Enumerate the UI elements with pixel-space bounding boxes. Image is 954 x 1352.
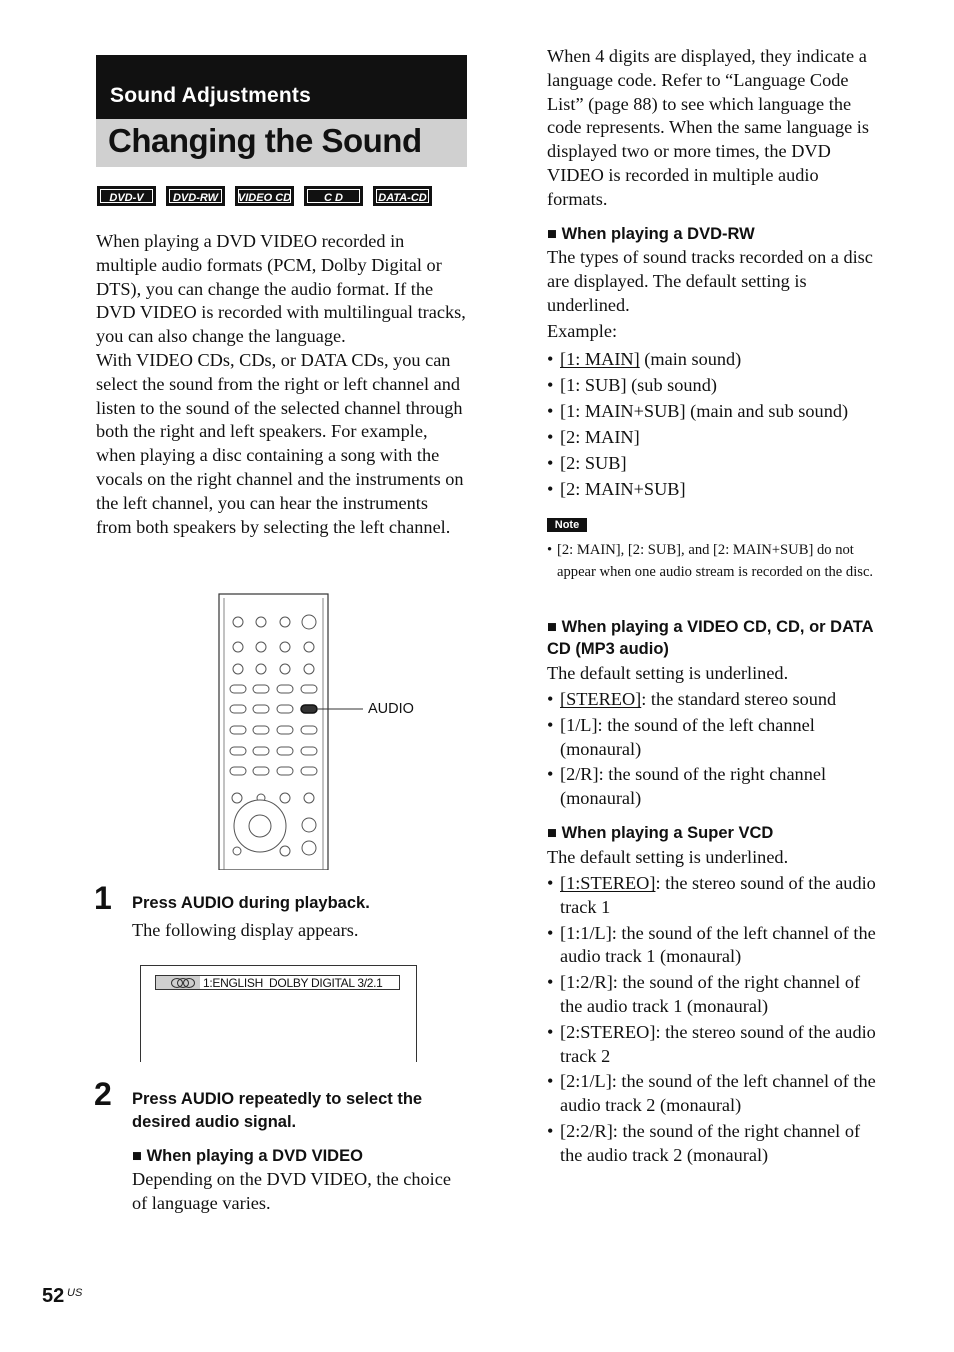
list-item: • [1: MAIN] (main sound) xyxy=(547,346,882,372)
step-1-subtext: The following display appears. xyxy=(132,920,359,940)
note-list xyxy=(547,540,882,583)
list-item: • [1:2/R]: the sound of the right channel of the audio track 1 (monaural) xyxy=(547,971,882,1019)
step-2-text: Press AUDIO repeatedly to select the desired audio signal. xyxy=(132,1090,423,1131)
intro-paragraph-2: With VIDEO CDs, CDs, or DATA CDs, you can select the sound from the right or left channel and listen to the sound of the selected channel through both the right and left speakers. For example, when playing a disc containing a song with the vocals on the right channel and the instruments on the left channel, you can hear the instruments from both speakers by selecting the left channel. xyxy=(96,350,464,537)
list-item: • [1:1/L]: the sound of the left channel of the audio track 1 (monaural) xyxy=(547,922,882,970)
audio-callout-label: AUDIO xyxy=(368,701,414,717)
display-audio-text: 1:ENGLISH DOLBY DIGITAL 3/2.1 xyxy=(203,976,383,990)
badge-dvd-v: DVD-V xyxy=(97,186,156,206)
list-item: • [2:STEREO]: the stereo sound of the audio track 2 xyxy=(547,1021,882,1069)
badge-cd: C D xyxy=(304,186,363,206)
step-1-text: Press AUDIO during playback. xyxy=(132,894,370,912)
dvd-video-heading: ■ When playing a DVD VIDEO xyxy=(132,1147,363,1165)
video-cd-heading: ■ When playing a VIDEO CD, CD, or DATA CD (MP3 audio) xyxy=(547,618,873,658)
list-item: • [1:STEREO]: the stereo sound of the audio track 1 xyxy=(547,872,882,920)
note-item: • [2: MAIN], [2: SUB], and [2: MAIN+SUB] do not appear when one audio stream is recorded on the disc. xyxy=(547,540,882,583)
list-item: • [1: SUB] (sub sound) xyxy=(547,372,882,398)
super-vcd-list xyxy=(547,872,882,1168)
dvd-video-text: Depending on the DVD VIDEO, the choice of language varies. xyxy=(132,1169,451,1213)
intro-paragraph-1: When playing a DVD VIDEO recorded in multiple audio formats (PCM, Dolby Digital or DTS), you can change the audio format. If the DVD VIDEO is recorded with multilingual tracks, you can also change the language. xyxy=(96,231,466,347)
video-cd-list xyxy=(547,688,847,811)
audio-disc-icon xyxy=(170,977,196,989)
dvd-rw-text: The types of sound tracks recorded on a disc are displayed. The default setting is underlined. xyxy=(547,247,873,315)
dvd-rw-list xyxy=(547,346,882,502)
list-item: • [2/R]: the sound of the right channel (monaural) xyxy=(547,763,847,811)
note-badge: Note xyxy=(547,518,587,532)
list-item: • [2:1/L]: the sound of the left channel of the audio track 2 (monaural) xyxy=(547,1070,882,1118)
list-item: • [2: MAIN] xyxy=(547,424,882,450)
example-label: Example: xyxy=(547,321,618,341)
badge-data-cd: DATA-CD xyxy=(373,186,432,206)
list-item: • [1/L]: the sound of the left channel (monaural) xyxy=(547,714,847,762)
list-item: • [2:2/R]: the sound of the right channel of the audio track 2 (monaural) xyxy=(547,1120,882,1168)
step-2-number: 2 xyxy=(94,1076,112,1112)
list-item: • [STEREO]: the standard stereo sound xyxy=(547,688,847,712)
remote-control-illustration xyxy=(215,592,365,870)
section-label: Sound Adjustments xyxy=(110,84,311,107)
list-item: • [1: MAIN+SUB] (main and sub sound) xyxy=(547,398,882,424)
page-title: Changing the Sound xyxy=(108,122,422,159)
page-number: 52 xyxy=(42,1285,65,1307)
dvd-rw-heading: ■ When playing a DVD-RW xyxy=(547,225,755,243)
page-suffix: US xyxy=(67,1287,83,1299)
super-vcd-text: The default setting is underlined. xyxy=(547,847,789,867)
super-vcd-heading: ■ When playing a Super VCD xyxy=(547,824,774,842)
language-code-paragraph: When 4 digits are displayed, they indicate a language code. Refer to “Language Code List” (page 88) to see which language the code represents. When the same language is displayed two or more times, the DVD VIDEO is recorded in multiple audio formats. xyxy=(547,46,870,209)
badge-dvd-rw: DVD-RW xyxy=(166,186,225,206)
list-item: • [2: MAIN+SUB] xyxy=(547,476,882,502)
video-cd-text: The default setting is underlined. xyxy=(547,663,789,683)
badge-video-cd: VIDEO CD xyxy=(235,186,294,206)
list-item: • [2: SUB] xyxy=(547,450,882,476)
step-1-number: 1 xyxy=(94,880,112,916)
